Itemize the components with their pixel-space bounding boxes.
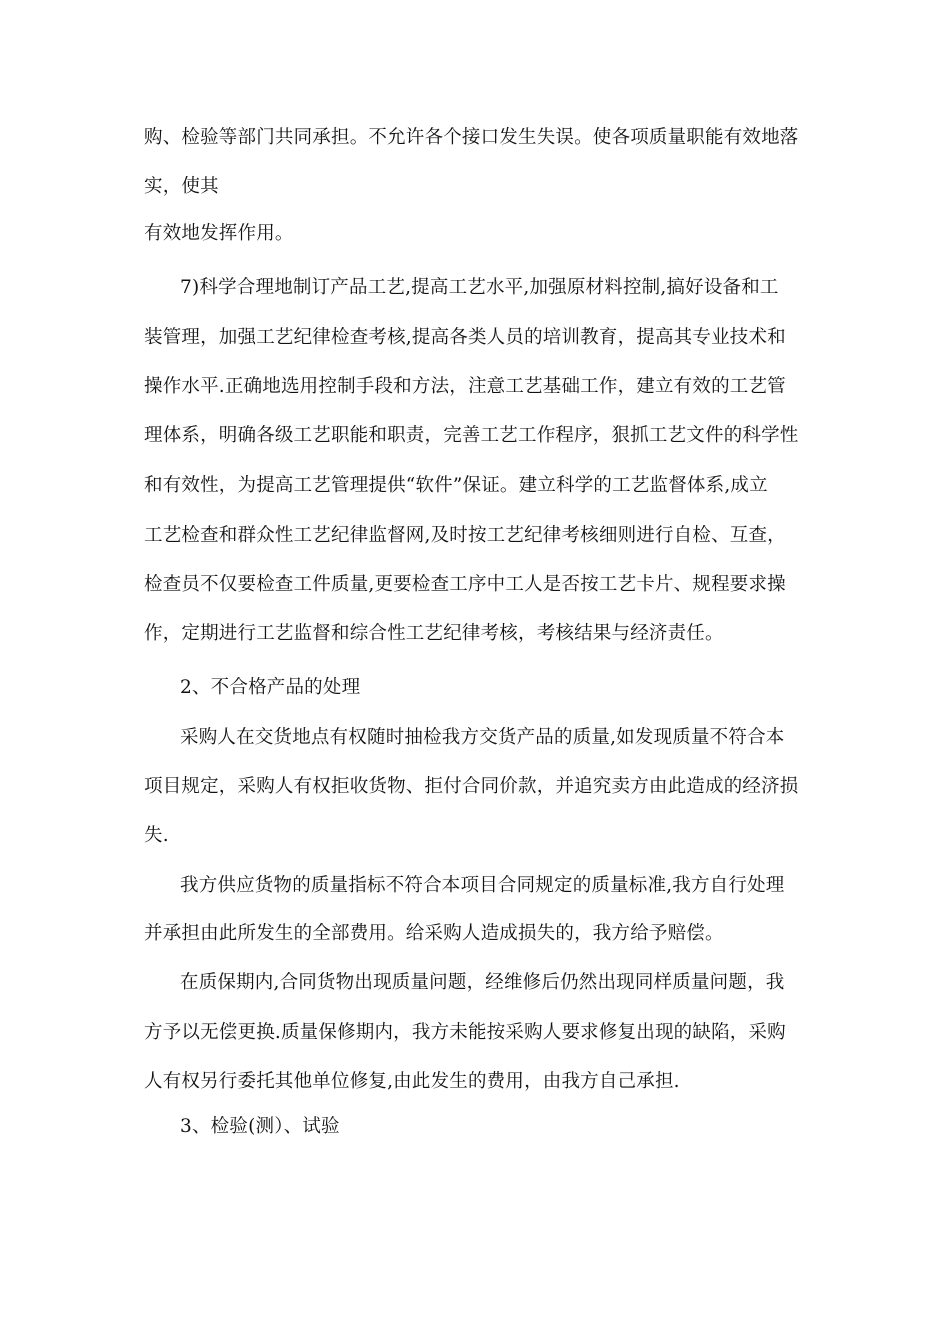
text-line: 项目规定，采购人有权拒收货物、拒付合同价款，并追究卖方由此造成的经济损 [144, 776, 799, 797]
text-line: 有效地发挥作用。 [144, 223, 294, 244]
text-line: 工艺检查和群众性工艺纪律监督网,及时按工艺纪律考核细则进行自检、互查， [144, 525, 786, 546]
paragraph-start-line: 我方供应货物的质量指标不符合本项目合同规定的质量标准,我方自行处理 [180, 875, 785, 896]
section-heading: 2、不合格产品的处理 [180, 677, 361, 698]
text-line: 购、检验等部门共同承担。不允许各个接口发生失误。使各项质量职能有效地落 [144, 127, 799, 148]
text-line: 和有效性，为提高工艺管理提供“软件”保证。建立科学的工艺监督体系,成立 [144, 475, 768, 496]
section-heading: 3、检验(测）、试验 [180, 1116, 340, 1137]
text-line: 失. [144, 825, 169, 846]
text-line: 人有权另行委托其他单位修复,由此发生的费用，由我方自己承担. [144, 1071, 680, 1092]
paragraph-start-line: 在质保期内,合同货物出现质量问题，经维修后仍然出现同样质量问题，我 [180, 972, 785, 993]
text-line: 作，定期进行工艺监督和综合性工艺纪律考核，考核结果与经济责任。 [144, 623, 724, 644]
text-line: 实，使其 [144, 176, 219, 197]
text-line: 方予以无偿更换.质量保修期内，我方未能按采购人要求修复出现的缺陷，采购 [144, 1022, 786, 1043]
text-line: 并承担由此所发生的全部费用。给采购人造成损失的，我方给予赔偿。 [144, 923, 724, 944]
text-line: 装管理，加强工艺纪律检查考核,提高各类人员的培训教育，提高其专业技术和 [144, 327, 786, 348]
text-line: 理体系，明确各级工艺职能和职责，完善工艺工作程序，狠抓工艺文件的科学性 [144, 425, 799, 446]
text-line: 操作水平.正确地选用控制手段和方法，注意工艺基础工作，建立有效的工艺管 [144, 376, 786, 397]
text-line: 检查员不仅要检查工件质量,更要检查工序中工人是否按工艺卡片、规程要求操 [144, 574, 786, 595]
paragraph-start-line: 7)科学合理地制订产品工艺,提高工艺水平,加强原材料控制,搞好设备和工 [180, 277, 779, 298]
paragraph-start-line: 采购人在交货地点有权随时抽检我方交货产品的质量,如发现质量不符合本 [180, 727, 785, 748]
